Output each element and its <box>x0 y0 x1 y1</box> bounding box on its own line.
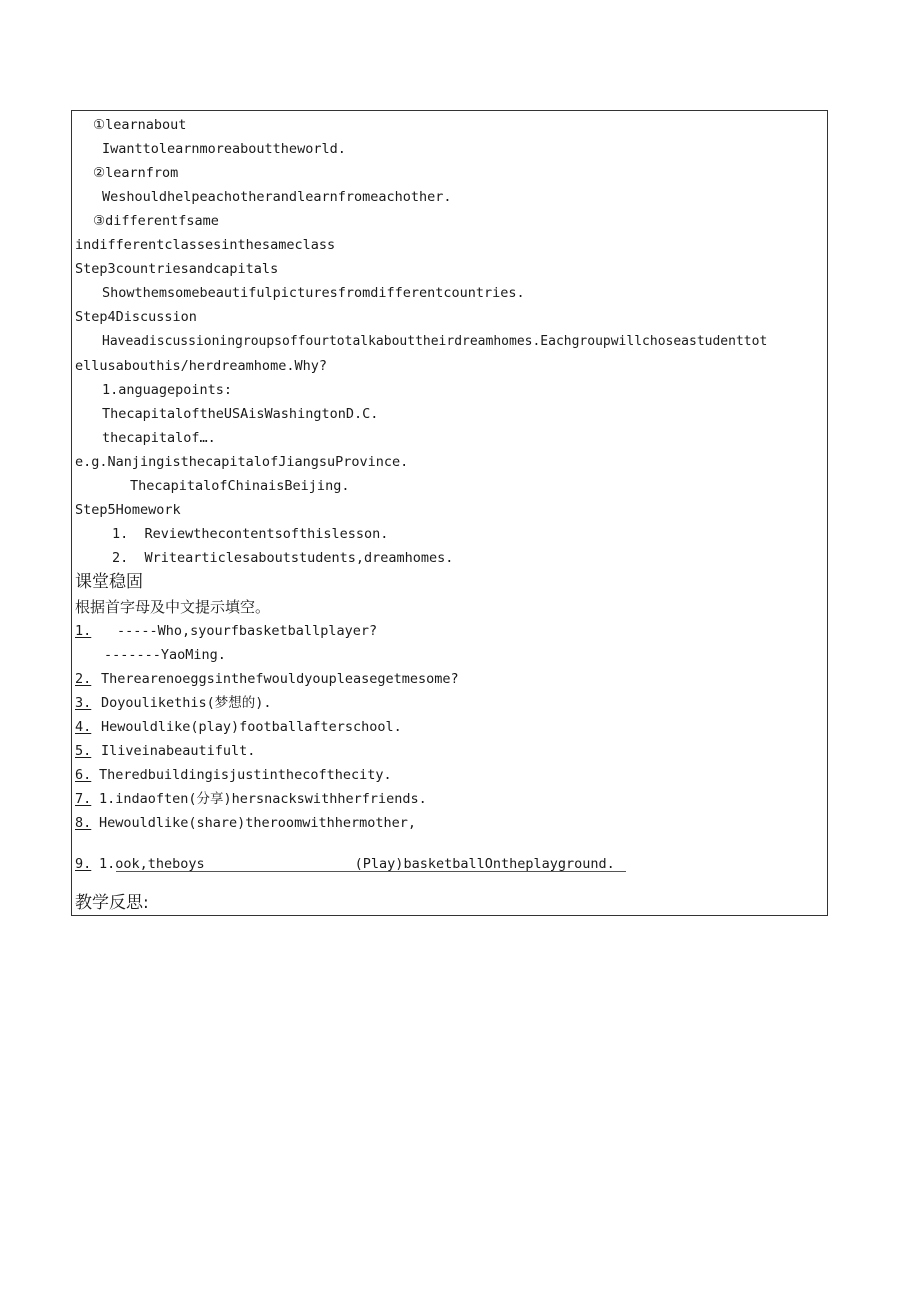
exercise-text-3: Doyoulikethis(梦想的). <box>101 695 272 711</box>
exercise-num-5: 5. <box>75 743 92 759</box>
point-learn-from: ②learnfrom <box>93 165 179 181</box>
step4-text-2: ellusabouthis/herdreamhome.Why? <box>75 358 327 374</box>
homework-item-2 <box>112 549 453 567</box>
language-point-2: thecapitalof…. <box>102 430 216 446</box>
exercise-num-4: 4. <box>75 719 92 735</box>
example-beijing: ThecapitalofChinaisBeijing. <box>130 478 350 494</box>
exercise-num-2: 2. <box>75 671 92 687</box>
exercise-row-2 <box>75 670 459 688</box>
example-learn-from: Weshouldhelpeachotherandlearnfromeachother. <box>102 189 452 205</box>
exercise-text-8: Hewouldlike(share)theroomwithhermother, <box>99 815 416 831</box>
step5-heading: Step5Homework <box>75 502 181 518</box>
homework-item-1 <box>112 525 388 543</box>
language-points-heading: 1.anguagepoints: <box>102 382 233 398</box>
exercise-row-7 <box>75 790 427 808</box>
exercise-row-6 <box>75 766 392 784</box>
exercise-text-6: Theredbuildingisjustinthecofthecity. <box>99 767 392 783</box>
step3-text: Showthemsomebeautifulpicturesfromdifferentcountries. <box>102 285 525 301</box>
exercise-num-1: 1. <box>75 623 92 639</box>
exercise-text-9-part1: 1.ook,theboys <box>99 856 205 872</box>
exercise-num-9: 9. <box>75 856 92 872</box>
exercise-row-8 <box>75 814 416 832</box>
exercise-num-7: 7. <box>75 791 92 807</box>
language-point-1: ThecapitaloftheUSAisWashingtonD.C. <box>102 406 379 422</box>
exercise-text-2: Therearenoeggsinthefwouldyoupleasegetmesome? <box>101 671 459 687</box>
exercise-text-7: 1.indaoften(分享)hersnackswithherfriends. <box>99 791 427 807</box>
section-reflection: 教学反思: <box>75 893 149 913</box>
exercise-row-3 <box>75 694 272 712</box>
exercise-text-1b: -------YaoMing. <box>104 647 226 663</box>
exercise-instruction: 根据首字母及中文提示填空。 <box>75 598 271 616</box>
homework-text-2: Writearticlesaboutstudents,dreamhomes. <box>144 550 454 566</box>
homework-num-1: 1. <box>112 526 129 542</box>
exercise-text-9-part2: (Play)basketballOntheplayground. <box>354 856 615 872</box>
example-learn-about: Iwanttolearnmoreabouttheworld. <box>102 141 346 157</box>
exercise-row-4 <box>75 718 402 736</box>
example-different-same: indifferentclassesinthesameclass <box>75 237 336 253</box>
homework-num-2: 2. <box>112 550 129 566</box>
homework-text-1: Reviewthecontentsofthislesson. <box>144 526 389 542</box>
exercise-num-3: 3. <box>75 695 92 711</box>
section-consolidate: 课堂稳固 <box>75 572 143 592</box>
exercise-9-underline <box>116 871 626 872</box>
step4-text-1: Haveadiscussioningroupsoffourtotalkabouttheirdreamhomes.Eachgroupwillchoseastudenttot <box>102 334 768 349</box>
exercise-text-5: Iliveinabeautifult. <box>101 743 256 759</box>
exercise-text-1: -----Who,syourfbasketballplayer? <box>117 623 378 639</box>
step4-heading: Step4Discussion <box>75 309 197 325</box>
step3-heading: Step3countriesandcapitals <box>75 261 279 277</box>
point-learn-about: ①learnabout <box>93 117 187 133</box>
exercise-num-8: 8. <box>75 815 92 831</box>
exercise-row-1 <box>75 622 377 640</box>
exercise-row-5 <box>75 742 255 760</box>
exercise-num-6: 6. <box>75 767 92 783</box>
exercise-text-4: Hewouldlike(play)footballafterschool. <box>101 719 402 735</box>
exercise-row-1b <box>104 646 226 664</box>
example-nanjing: e.g.NanjingisthecapitalofJiangsuProvince. <box>75 454 409 470</box>
point-different-same: ③differentfsame <box>93 213 219 229</box>
